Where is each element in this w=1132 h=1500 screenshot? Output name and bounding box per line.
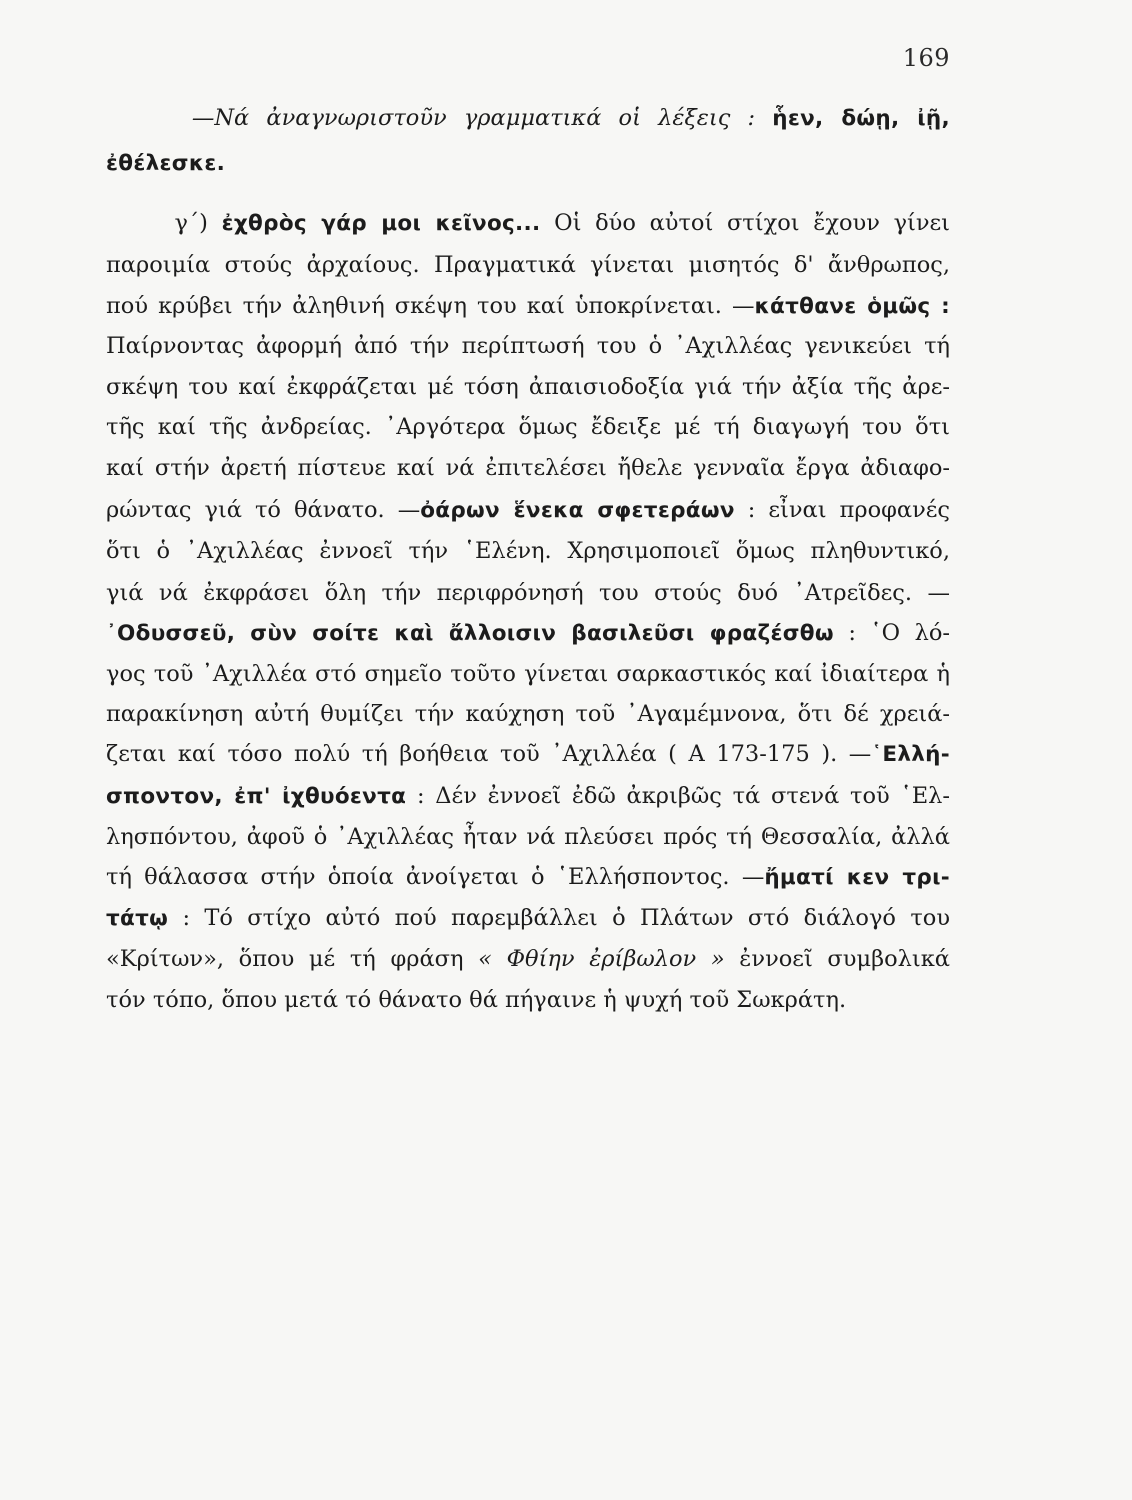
text-run: Οἱ δύο αὐτοί στίχοι ἔχουν γίνει	[540, 210, 950, 236]
bold-lemma: ῾Ελλή-	[871, 742, 950, 767]
text-run: «Κρίτων», ὅπου μέ τή φράση	[106, 946, 479, 972]
bold-lemma: ἐχθρὸς γάρ μοι κεῖνος...	[221, 211, 541, 236]
text-line	[106, 372, 950, 403]
text-line	[106, 862, 950, 893]
text-run: καί στήν ἀρετή πίστευε καί νά ἐπιτελέσει ἤθελε γενναῖα ἔργα ἀδιαφο-	[106, 455, 950, 481]
text-line	[106, 699, 950, 730]
text-run: Παίρνοντας ἀφορμή ἀπό τήν περίπτωσή του ὁ ᾿Αχιλλέας γενικεύει τή	[106, 333, 950, 359]
text-line	[106, 822, 950, 853]
bold-lemma: ὀάρων ἕνεκα σφετεράων	[420, 498, 735, 523]
bold-lemma: ἧεν, δώῃ, ἰῇ,	[772, 106, 951, 131]
text-run: : εἶναι προφανές	[734, 497, 950, 523]
text-run: : ῾Ο λό-	[833, 620, 950, 646]
text-line	[106, 944, 950, 975]
text-run: ὅτι ὁ ᾿Αχιλλέας ἐννοεῖ τήν ῾Ελένη. Χρησιμοποιεῖ ὅμως πληθυντικό,	[106, 538, 950, 564]
text-line	[106, 659, 950, 690]
text-run: παρακίνηση αὐτή θυμίζει τήν καύχηση τοῦ ᾿Αγαμέμνονα, ὅτι δέ χρειά-	[106, 701, 950, 727]
text-line	[106, 331, 950, 362]
text-line	[106, 495, 950, 526]
text-line	[106, 536, 950, 567]
text-run: πού κρύβει τήν ἀληθινή σκέψη του καί ὑποκρίνεται. —	[106, 293, 755, 319]
text-run: τῆς καί τῆς ἀνδρείας. ᾿Αργότερα ὅμως ἔδειξε μέ τή διαγωγή του ὅτι	[106, 414, 950, 440]
text-line	[106, 291, 950, 322]
bold-lemma: ἐθέλεσκε.	[106, 151, 226, 176]
page-number: 169	[902, 44, 950, 72]
bold-lemma: σποντον, ἐπ' ἰχθυόεντα	[106, 784, 407, 809]
italic-phrase: —Νά ἀναγνωριστοῦν γραμματικά οἱ λέξεις :	[191, 105, 773, 131]
text-line	[106, 985, 950, 1016]
text-line	[106, 412, 950, 443]
text-run: γιά νά ἐκφράσει ὅλη τήν περιφρόνησή του στούς δυό ᾿Ατρεῖδες. —	[106, 580, 950, 606]
text-line	[106, 739, 950, 770]
text-run: γ΄)	[106, 210, 222, 236]
text-line	[106, 250, 950, 281]
text-run: ρώντας γιά τό θάνατο. —	[106, 497, 421, 523]
bold-lemma: ἤματί κεν τρι-	[764, 865, 950, 890]
italic-phrase: « Φθίην ἐρίβωλον »	[478, 946, 725, 972]
text-line	[106, 781, 950, 812]
text-line	[106, 903, 950, 934]
text-run	[106, 105, 192, 131]
text-run: λησπόντου, ἀφοῦ ὁ ᾿Αχιλλέας ἦταν νά πλεύσει πρός τή Θεσσαλία, ἀλλά	[106, 824, 950, 850]
bold-lemma: κάτθανε ὁμῶς :	[754, 294, 950, 319]
text-line	[106, 148, 950, 179]
text-run: : Τό στίχο αὐτό πού παρεμβάλλει ὁ Πλάτων στό διάλογό του	[168, 905, 950, 931]
text-run: τή θάλασσα στήν ὁποία ἀνοίγεται ὁ ῾Ελλήσποντος. —	[106, 864, 765, 890]
text-line	[106, 453, 950, 484]
text-line	[106, 578, 950, 609]
bold-lemma: ᾿Οδυσσεῦ, σὺν σοίτε καὶ ἄλλοισιν βασιλεῦσι φραζέσθω	[106, 621, 834, 646]
text-run: παροιμία στούς ἀρχαίους. Πραγματικά γίνεται μισητός δ' ἄνθρωπος,	[106, 252, 950, 278]
text-run: : Δέν ἐννοεῖ ἐδῶ ἀκριβῶς τά στενά τοῦ ῾Ελ-	[406, 783, 951, 809]
text-line	[106, 103, 950, 134]
text-run: ζεται καί τόσο πολύ τή βοήθεια τοῦ ᾿Αχιλλέα ( Α 173-175 ). —	[106, 741, 872, 767]
text-run: τόν τόπο, ὅπου μετά τό θάνατο θά πήγαινε ἡ ψυχή τοῦ Σωκράτη.	[106, 987, 847, 1013]
bold-lemma: τάτῳ	[106, 906, 169, 931]
text-line	[106, 618, 950, 649]
text-run: ἐννοεῖ συμβολικά	[724, 946, 950, 972]
text-run: σκέψη του καί ἐκφράζεται μέ τόση ἀπαισιοδοξία γιά τήν ἀξία τῆς ἀρε-	[106, 374, 950, 400]
text-line	[106, 208, 950, 239]
text-run: γος τοῦ ᾿Αχιλλέα στό σημεῖο τοῦτο γίνεται σαρκαστικός καί ἰδιαίτερα ἡ	[106, 661, 950, 687]
